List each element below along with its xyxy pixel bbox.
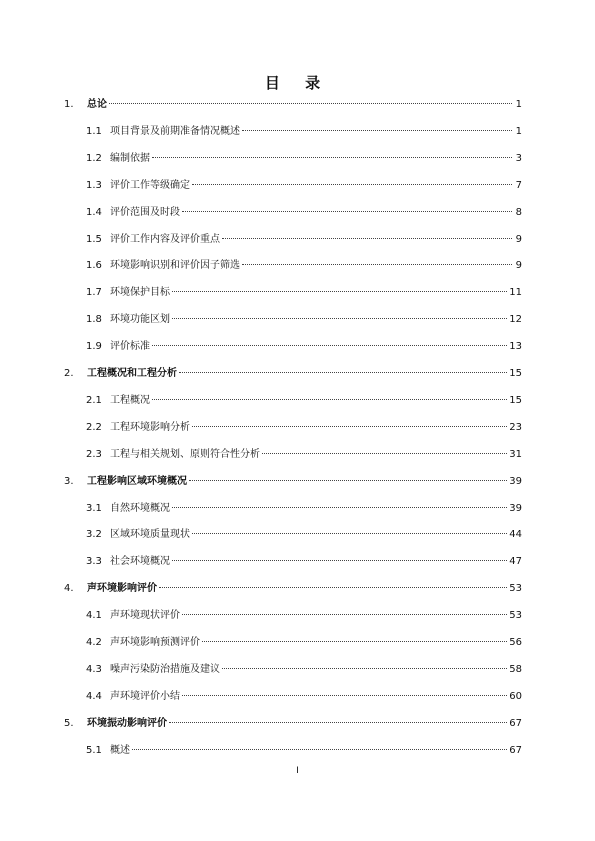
dot-leader: [222, 238, 512, 239]
toc-entry-title: 概述: [110, 744, 130, 756]
dot-leader: [262, 453, 507, 454]
dot-leader: [179, 372, 507, 373]
toc-entry-title: 评价范围及时段: [110, 206, 180, 218]
toc-entry-page: 67: [509, 744, 522, 756]
dot-leader: [152, 157, 512, 158]
toc-section-entry[interactable]: [86, 447, 522, 463]
toc-entry-number: 1.1: [86, 125, 102, 137]
toc-entry-page: 11: [509, 287, 522, 299]
toc-entry-number: 1.3: [86, 179, 102, 191]
dot-leader: [192, 533, 507, 534]
toc-entry-number: 1.4: [86, 206, 102, 218]
toc-entry-page: 56: [509, 637, 522, 648]
toc-entry-number: 2.: [64, 368, 74, 379]
page-number: I: [296, 766, 299, 776]
dot-leader: [172, 560, 507, 561]
toc-chapter-entry[interactable]: [64, 474, 522, 490]
toc-entry-number: 1.8: [86, 314, 102, 326]
toc-entry-page: 53: [509, 583, 522, 595]
toc-entry-page: 1: [515, 99, 522, 110]
dot-leader: [169, 722, 507, 723]
toc-section-entry[interactable]: [86, 743, 522, 759]
toc-entry-number: 3.3: [86, 556, 102, 568]
dot-leader: [172, 318, 507, 319]
toc-entry-number: 4.3: [86, 663, 102, 675]
dot-leader: [189, 480, 507, 481]
toc-section-entry[interactable]: [86, 393, 522, 409]
dot-leader: [132, 749, 507, 750]
toc-chapter-entry[interactable]: [64, 97, 522, 113]
toc-entry-title: 编制依据: [110, 152, 150, 164]
toc-entry-title: 项目背景及前期准备情况概述: [110, 125, 240, 137]
toc-section-entry[interactable]: [86, 339, 522, 355]
toc-entry-page: 15: [509, 394, 522, 406]
toc-section-entry[interactable]: [86, 501, 522, 517]
dot-leader: [109, 103, 512, 104]
toc-entry-page: 23: [509, 421, 522, 433]
toc-entry-title: 工程概况和工程分析: [87, 368, 177, 379]
toc-section-entry[interactable]: [86, 662, 522, 678]
dot-leader: [192, 426, 507, 427]
toc-entry-title: 工程与相关规划、原则符合性分析: [110, 448, 260, 460]
toc-entry-page: 3: [515, 152, 522, 164]
toc-entry-title: 评价标准: [110, 341, 150, 353]
toc-entry-title: 环境功能区划: [110, 314, 170, 326]
dot-leader: [182, 211, 512, 212]
toc-entry-number: 1.5: [86, 233, 102, 245]
toc-entry-title: 声环境影响预测评价: [110, 637, 200, 648]
toc-entry-page: 44: [509, 529, 522, 541]
toc-entry-title: 工程影响区域环境概况: [87, 475, 187, 487]
toc-entry-title: 评价工作内容及评价重点: [110, 233, 220, 245]
toc-entry-number: 3.: [64, 475, 74, 487]
toc-section-entry[interactable]: [86, 635, 522, 651]
dot-leader: [182, 695, 507, 696]
toc-section-entry[interactable]: [86, 178, 522, 194]
toc-entry-number: 4.: [64, 583, 74, 595]
toc-entry-title: 环境保护目标: [110, 287, 170, 299]
toc-entry-number: 4.4: [86, 690, 102, 702]
dot-leader: [152, 399, 507, 400]
toc-entry-number: 1.9: [86, 341, 102, 353]
toc-entry-number: 3.1: [86, 502, 102, 514]
dot-leader: [242, 264, 512, 265]
toc-chapter-entry[interactable]: [64, 366, 522, 382]
toc-entry-title: 评价工作等级确定: [110, 179, 190, 191]
dot-leader: [172, 291, 507, 292]
toc-entry-page: 67: [509, 717, 522, 729]
toc-entry-title: 总论: [87, 99, 107, 110]
toc-entry-page: 60: [509, 690, 522, 702]
toc-entry-title: 声环境现状评价: [110, 610, 180, 622]
toc-section-entry[interactable]: [86, 689, 522, 705]
toc-entry-title: 工程概况: [110, 394, 150, 406]
toc-entry-number: 1.7: [86, 287, 102, 299]
toc-entry-title: 声环境评价小结: [110, 690, 180, 702]
toc-section-entry[interactable]: [86, 527, 522, 543]
toc-entry-page: 9: [515, 233, 522, 245]
toc-entry-number: 4.2: [86, 637, 102, 648]
toc-entry-page: 1: [515, 125, 522, 137]
dot-leader: [152, 345, 507, 346]
toc-entry-number: 2.1: [86, 394, 102, 406]
toc-entry-page: 53: [509, 610, 522, 622]
toc-section-entry[interactable]: [86, 608, 522, 624]
toc-entry-title: 环境振动影响评价: [87, 717, 167, 729]
toc-chapter-entry[interactable]: [64, 716, 522, 732]
toc-entry-title: 环境影响识别和评价因子筛选: [110, 260, 240, 272]
toc-entry-number: 1.6: [86, 260, 102, 272]
toc-entry-page: 39: [509, 502, 522, 514]
toc-entry-page: 47: [509, 556, 522, 568]
toc-entry-page: 39: [509, 475, 522, 487]
toc-section-entry[interactable]: [86, 285, 522, 301]
dot-leader: [242, 130, 512, 131]
toc-entry-title: 自然环境概况: [110, 502, 170, 514]
toc-entry-page: 31: [509, 448, 522, 460]
toc-section-entry[interactable]: [86, 124, 522, 140]
toc-section-entry[interactable]: [86, 554, 522, 570]
toc-entry-number: 5.1: [86, 744, 102, 756]
toc-entry-number: 2.3: [86, 448, 102, 460]
toc-title: 目 录: [264, 74, 331, 92]
toc-entry-title: 声环境影响评价: [87, 583, 157, 595]
toc-entry-page: 7: [515, 179, 522, 191]
toc-entry-number: 3.2: [86, 529, 102, 541]
dot-leader: [202, 641, 507, 642]
toc-entry-title: 社会环境概况: [110, 556, 170, 568]
toc-section-entry[interactable]: [86, 151, 522, 167]
toc-entry-page: 15: [509, 368, 522, 379]
toc-entry-title: 噪声污染防治措施及建议: [110, 663, 220, 675]
toc-section-entry[interactable]: [86, 258, 522, 274]
dot-leader: [159, 587, 507, 588]
toc-entry-title: 区域环境质量现状: [110, 529, 190, 541]
toc-entry-number: 1.2: [86, 152, 102, 164]
toc-chapter-entry[interactable]: [64, 581, 522, 597]
toc-entry-number: 5.: [64, 717, 74, 729]
dot-leader: [182, 614, 507, 615]
toc-section-entry[interactable]: [86, 205, 522, 221]
dot-leader: [172, 507, 507, 508]
toc-entry-number: 2.2: [86, 421, 102, 433]
toc-entry-number: 4.1: [86, 610, 102, 622]
dot-leader: [222, 668, 507, 669]
toc-section-entry[interactable]: [86, 232, 522, 248]
toc-entry-page: 9: [515, 260, 522, 272]
toc-section-entry[interactable]: [86, 312, 522, 328]
toc-entry-page: 8: [515, 206, 522, 218]
toc-section-entry[interactable]: [86, 420, 522, 436]
toc-entry-title: 工程环境影响分析: [110, 421, 190, 433]
toc-entry-page: 58: [509, 663, 522, 675]
dot-leader: [192, 184, 512, 185]
toc-entry-number: 1.: [64, 99, 74, 110]
toc-entry-page: 13: [509, 341, 522, 353]
toc-entry-page: 12: [509, 314, 522, 326]
